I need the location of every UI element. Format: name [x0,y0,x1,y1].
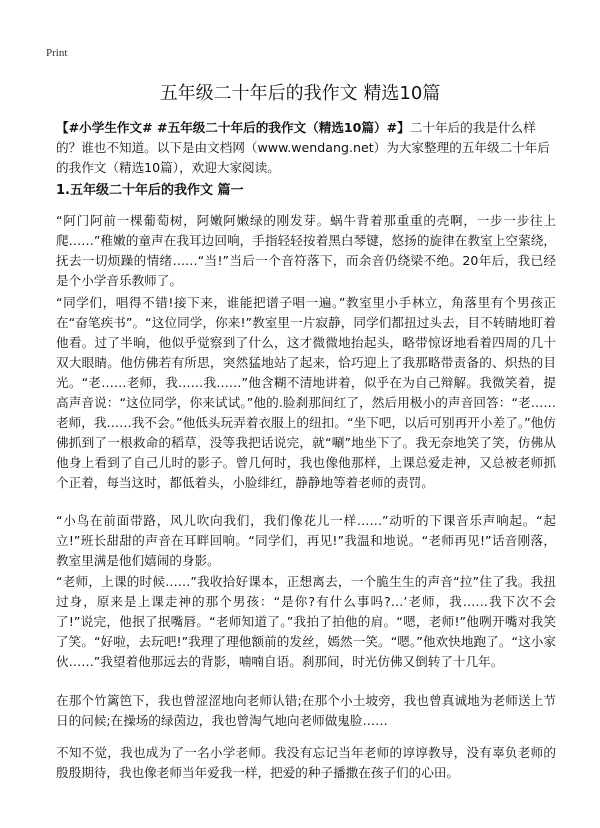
intro-text: 二十年后的我是什么样的？谁也不知道。以下是由文档网（www.wendang.net）为大家整理的五年级二十年后的我作文（精选10篇），欢迎大家阅读。 [56,120,550,175]
body-paragraph: “阿门阿前一棵葡萄树，阿嫩阿嫩绿的刚发芽。蜗牛背着那重重的壳啊，一步一步往上爬……”稚嫩的童声在我耳边回响，手指轻轻按着黑白琴键，悠扬的旋律在教室上空萦绕，抚去一切烦躁的情绪……“当!”当后一个音符落下，而余音仍绕梁不绝。20年后，我已经是个小学音乐教师了。 [56,213,556,288]
intro-tag: 【#小学生作文# #五年级二十年后的我作文（精选10篇）#】 [56,120,410,135]
section-heading: 1.五年级二十年后的我作文 篇一 [56,183,244,198]
body-paragraph: “小鸟在前面带路，风儿吹向我们，我们像花儿一样……”动听的下课音乐声响起。“起立!”班长甜甜的声音在耳畔回响。“同学们，再见!”我温和地说。“老师再见!”话音刚落，教室里满是他们嬉闹的身影。 [56,513,556,568]
body-paragraph: “老师，上课的时候……”我收拾好课本，正想离去，一个脆生生的声音“拉”住了我。我扭过身，原来是上课走神的那个男孩：“是你?有什么事吗?…’老师，我……我下次不会了!”说完，他抿了抿嘴唇。“老师知道了。”我拍了拍他的肩。“嗯，老师!”他咧开嘴对我笑了笑。“好啦，去玩吧!”我理了理他额前的发丝，嫣然一笑。“嗯。”他欢快地跑了。“这小家伙……”我望着他那远去的背影，喃喃自语。刹那间，时光仿佛又倒转了十几年。 [56,574,556,669]
intro-paragraph [56,118,556,178]
body-paragraph: “同学们，唱得不错!接下来，谁能把谱子唱一遍。”教室里小手林立，角落里有个男孩正在“奋笔疾书”。“这位同学，你来!”教室里一片寂静，同学们都扭过头去，目不转睛地盯着他看。过了半晌，他似乎觉察到了什么，这才微微地抬起头，略带惊讶地看着四周的几十双大眼睛。他仿佛若有所思，突然猛地站了起来，恰巧迎上了我那略带责备的、炽热的目光。“老……老师，我……我……”他含糊不清地讲着，似乎在为自己辩解。我微笑着，提高声音说：“这位同学，你来试试。”他的.脸刹那间红了，然后用极小的声音回答：“老……老师，我……我不会。”他低头玩弄着衣服上的纽扣。“坐下吧，以后可别再开小差了。”他仿佛抓到了一根救命的稻草，没等我把话说完，就“唰”地坐下了。我无奈地笑了笑，仿佛从他身上看到了自己儿时的影子。曾几何时，我也像他那样，上课总爱走神，又总被老师抓个正着，每当这时，都低着头，小脸绯红，静静地等着老师的责罚。 [56,295,556,490]
body-paragraph: 不知不觉，我也成为了一名小学老师。我没有忘记当年老师的谆谆教导，没有辜负老师的殷殷期待，我也像老师当年爱我一样，把爱的种子播撒在孩子们的心田。 [56,745,556,780]
body-paragraph: 在那个竹篱笆下，我也曾涩涩地向老师认错;在那个小土坡旁，我也曾真诚地为老师送上节日的问候;在操场的绿茵边，我也曾淘气地向老师做鬼脸…… [56,693,556,728]
print-label[interactable]: Print [46,47,68,59]
page-title: 五年级二十年后的我作文 精选10篇 [159,83,441,104]
